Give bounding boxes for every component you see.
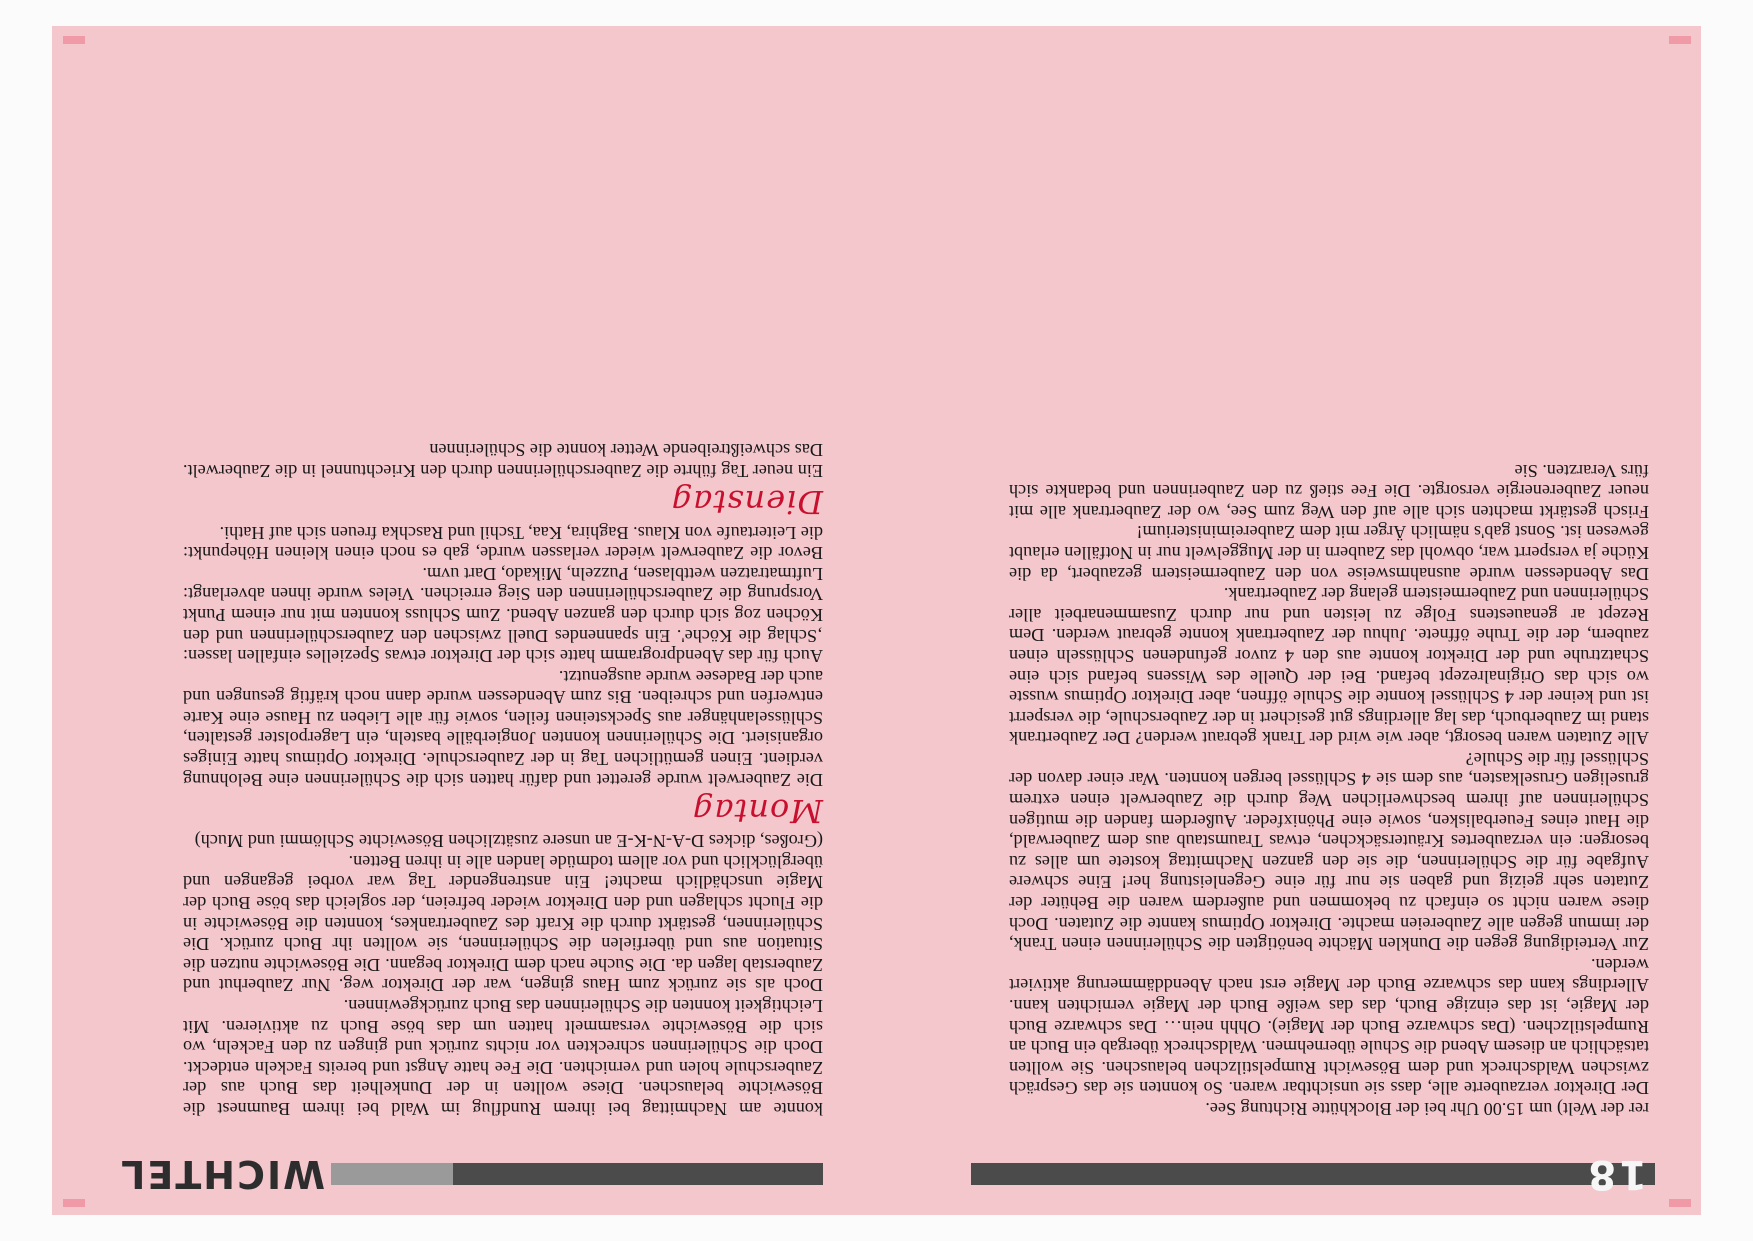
header-band [331, 1163, 453, 1185]
magazine-title: WICHTEL [119, 1152, 325, 1196]
crop-mark-br [63, 36, 85, 44]
page-number: 18 [1585, 1151, 1647, 1197]
paragraph: Die Zauberwelt wurde gerettet und dafür hatten sich die Schülerinnen eine Belohnung verdient. Einen gemütlichen Tag in der Zauberschule. Direktor Optimus hatte Einiges organisiert. Die Schülerinnen konnten Jongierbälle basteln, ein Lagerpolster gestalten, Schlüsselanhänger aus Specksteinen feilen, sowie für alle Lieben zu Hause eine Karte entwerfen und schreiben. Bis zum Abendessen wurde dann noch kräftig gesungen und auch der Badesee wurde ausgenutzt. [183, 666, 823, 790]
paragraph: Frisch gestärkt machten sich alle auf den Weg zum See, wo der Zaubertrank alle mit neuer Zauberenergie versorgte. Die Fee stieß zu den Zauberinnen und bedankte sich fürs Verarzten. Sie [1009, 460, 1649, 522]
paragraph: Bevor die Zauberwelt wieder verlassen wurde, gab es noch einen kleinen Höhepunkt: die Leitertaufe von Klaus. Baghira, Kaa, Tschil und Raschka freuen sich auf Hathi. [183, 522, 823, 564]
paragraph: (Großes, dickes D-A-N-K-E an unsere zusätzlichen Bösewichte Schlömmi und Much) [194, 831, 823, 852]
left-column [1009, 460, 1649, 1119]
section-heading-montag: Montag [691, 791, 823, 830]
section-heading-dienstag: Dienstag [670, 482, 823, 521]
paragraph: Auch für das Abendprogramm hatte sich der Direktor etwas Spezielles einfallen lassen: ‚Schlag die Köche'. Ein spannendes Duell zwischen den Zauberschülerinnen und den Köchen zog sich durch den ganzen Abend. Zum Schluss konnten mit nur einem Punkt Vorsprung die Zauberschülerinnen den Sieg erreichen. Vieles wurde ihnen abverlangt: Luftmatratzen wettblasen, Puzzeln, Mikado, Dart uvm. [183, 563, 823, 667]
paragraph: konnte am Nachmittag bei ihrem Rundflug im Wald bei ihrem Baumnest die Bösewichte belauschen. Diese wollten in der Dunkelheit das Buch aus der Zauberschule holen und vernichten. Die Fee hatte Angst und bereits Fackeln entdeckt. Doch die Schülerinnen schreckten vor nichts zurück und gingen zu den Fackeln, wo sich die Bösewichte versammelt hatten um das böse Buch zu aktivieren. Mit Leichtigkeit konnten die Schülerinnen das Buch zurückgewinnen. [183, 996, 823, 1119]
header-bar-right [453, 1163, 823, 1185]
paragraph: Alle Zutaten waren besorgt, aber wie wird der Trank gebraut werden? Der Zaubertrank stand im Zauberbuch, das lag allerdings gut gesichert in der Zauberschule, die versperrt ist und keiner der 4 Schlüssel konnte die Schule öffnen, aber Direktor Optimus wusste wo sich das Originalrezept befand. Bei der Quelle des Wissens befand sich eine Schatztruhe und der Direktor konnte aus den 4 zuvor gefundenen Schlüsseln einen zaubern, der die Truhe öffnete. Juhuu der Zaubertrank konnte gebraut werden. Dem Rezept ar genauestens Folge zu leisten und nur durch Zusammenarbeit aller Schülerinnen und Zaubermeistern gelang der Zaubertrank. [1009, 584, 1649, 749]
paragraph: rer der Welt) um 15.00 Uhr bei der Blockhütte Richtung See. [1205, 1099, 1649, 1119]
crop-mark-tl [1669, 1199, 1691, 1207]
magazine-page [52, 26, 1701, 1215]
paragraph: Der Direktor verzauberte alle, dass sie unsichtbar waren. So konnten sie das Gespräch zwischen Waldschreck und dem Bösewicht Rumpelstilzchen belauschen. Sie wollten tatsächlich an diesem Abend die Schule übernehmen. Waldschreck übergab ein Buch an Rumpelstilzchen. (Das schwarze Buch der Magie). Ohhh nein… Das schwarze Buch der Magie, ist das einzige Buch, das das weiße Buch der Magie vernichten kann. Allerdings kann das schwarze Buch der Magie erst nach Abenddämmerung aktiviert werden. [1009, 954, 1649, 1099]
paragraph: Doch als sie zurück zum Haus gingen, war der Direktor weg. Nur Zauberhut und Zauberstab lagen da. Die Suche nach dem Direktor begann. Die Bösewichte nutzen die Situation aus und überfielen die Schülerinnen, sie wollten ihr Buch zurück. Die Schülerinnen, gestärkt durch die Kraft des Zaubertrankes, konnten die Bösewichte in die Flucht schlagen und den Direktor wieder befreien, der sogleich das böse Buch der Magie unschädlich machte! Ein anstrengender Tag war vorbei gegangen und überglücklich und vor allem todmüde landen alle in ihren Betten. [183, 851, 823, 996]
crop-mark-tr [63, 1199, 85, 1207]
paragraph: Das Abendessen wurde ausnahmsweise von den Zaubermeistern gezaubert, da die Küche ja versperrt war, obwohl das Zaubern in der Muggelwelt nur in Notfällen erlaubt gewesen ist. Sonst gab's nämlich Ärger mit dem Zaubereiministerium! [1009, 522, 1649, 584]
paragraph: Zur Verteidigung gegen die Dunklen Mächte benötigten die Schülerinnen einen Trank, der immun gegen alle Zaubereien machte. Direktor Optimus kannte die Zutaten. Doch diese waren nicht so einfach zu bekommen und außerdem waren die Behüter der Zutaten sehr geizig und gaben sie nur für eine Gegenleistung her! Eine schwere Aufgabe für die Schülerinnen, die sie den ganzen Nachmittag kostete um alles zu besorgen: ein verzaubertes Kräutersäckchen, etwas Traumstaub aus dem Zauberwald, die Haut eines Feuerbalisken, sowie eine Phönixfeder. Außerdem fanden die mutigen Schülerinnen auf ihrem beschwerlichen Weg durch die Zauberwelt einen extrem gruseligen Gruselkasten, aus dem sie 4 Schlüssel bergen konnten. War einer davon der Schlüssel für die Schule? [1009, 748, 1649, 955]
right-column [183, 440, 823, 1119]
crop-mark-bl [1669, 36, 1691, 44]
paragraph: Ein neuer Tag führte die Zauberschülerinnen durch den Kriechtunnel in die Zauberwelt. Das schweißtreibende Wetter konnte die Schülerinnen [183, 440, 823, 481]
header-bar [971, 1163, 1655, 1185]
